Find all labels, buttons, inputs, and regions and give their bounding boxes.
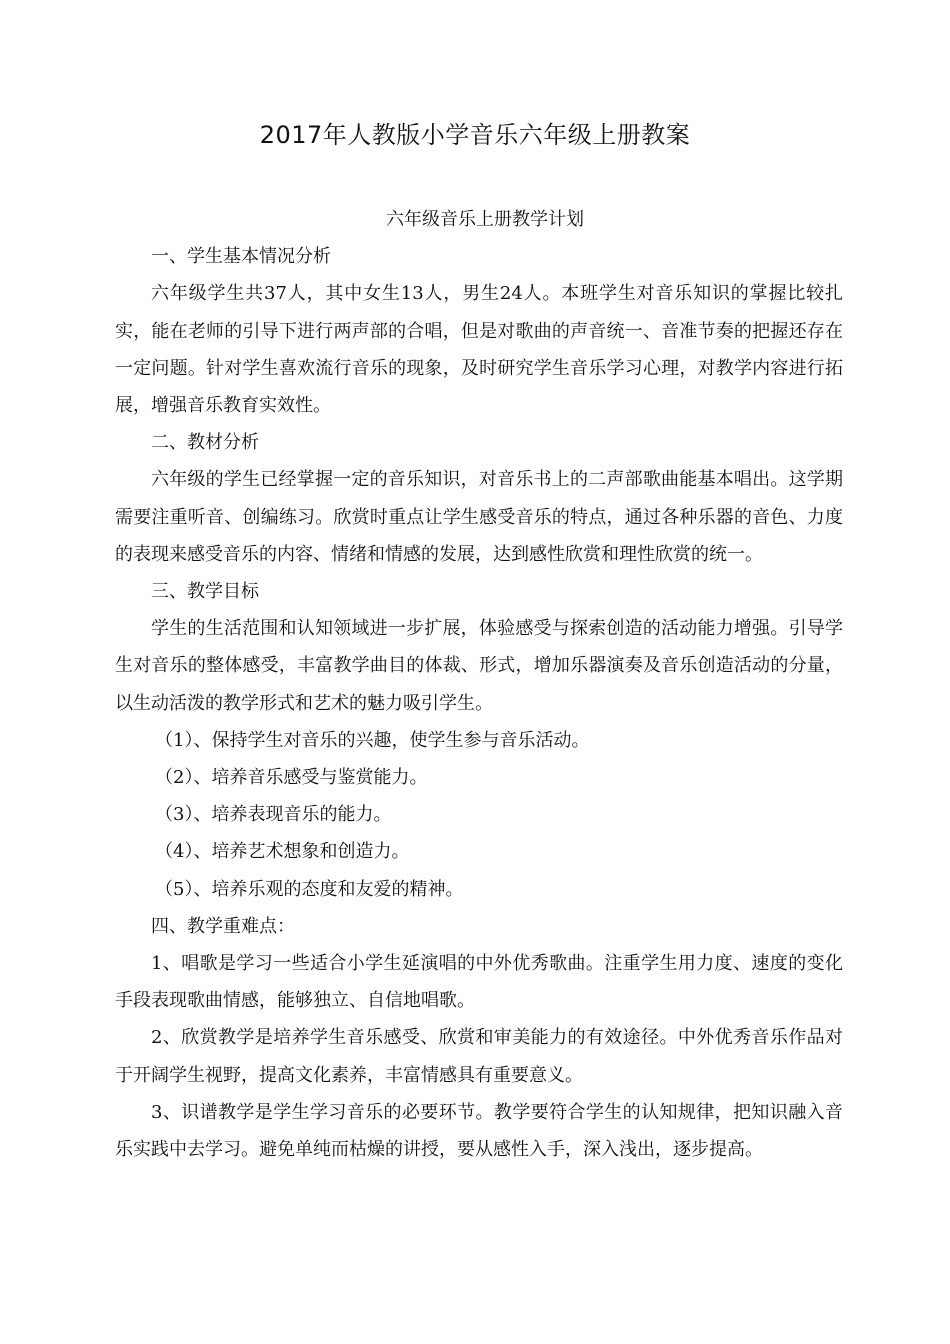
section-heading-student-analysis: 一、学生基本情况分析 xyxy=(151,246,331,268)
goal-item-4: （4）、培养艺术想象和创造力。 xyxy=(155,841,410,863)
goal-item-3: （3）、培养表现音乐的能力。 xyxy=(155,804,392,826)
paragraph-key-point-2: 2、欣赏教学是培养学生音乐感受、欣赏和审美能力的有效途径。中外优秀音乐作品对于开阔学生视野，提高文化素养，丰富情感具有重要意义。 xyxy=(115,1027,843,1086)
goal-item-5: （5）、培养乐观的态度和友爱的精神。 xyxy=(155,878,464,900)
section-heading-key-points: 四、教学重难点： xyxy=(151,915,295,937)
plan-subtitle: 六年级音乐上册教学计划 xyxy=(386,209,584,230)
paragraph-key-point-3: 3、识谱教学是学生学习音乐的必要环节。教学要符合学生的认知规律，把知识融入音乐实践中去学习。避免单纯而枯燥的讲授，要从感性入手，深入浅出，逐步提高。 xyxy=(115,1101,843,1161)
section-heading-textbook-analysis: 二、教材分析 xyxy=(151,432,259,454)
paragraph-textbook-analysis: 六年级的学生已经掌握一定的音乐知识，对音乐书上的二声部歌曲能基本唱出。这学期需要注重听音、创编练习。欣赏时重点让学生感受音乐的特点，通过各种乐器的音色、力度的表现来感受音乐的内容、情绪和情感的发展，达到感性欣赏和理性欣赏的统一。 xyxy=(115,469,843,565)
paragraph-student-analysis: 六年级学生共37人，其中女生13人，男生24人。本班学生对音乐知识的掌握比较扎实，能在老师的引导下进行两声部的合唱，但是对歌曲的声音统一、音准节奏的把握还存在一定问题。针对学生喜欢流行音乐的现象，及时研究学生音乐学习心理，对教学内容进行拓展，增强音乐教育实效性。 xyxy=(115,283,843,417)
document-body xyxy=(115,201,843,1168)
goal-item-1: （1）、保持学生对音乐的兴趣，使学生参与音乐活动。 xyxy=(155,729,590,751)
goal-item-2: （2）、培养音乐感受与鉴赏能力。 xyxy=(155,767,428,789)
document-title: 2017年人教版小学音乐六年级上册教案 xyxy=(259,121,691,149)
paragraph-key-point-1: 1、唱歌是学习一些适合小学生延演唱的中外优秀歌曲。注重学生用力度、速度的变化手段表现歌曲情感，能够独立、自信地唱歌。 xyxy=(115,953,843,1012)
paragraph-teaching-goals: 学生的生活范围和认知领域进一步扩展，体验感受与探索创造的活动能力增强。引导学生对音乐的整体感受，丰富教学曲目的体裁、形式，增加乐器演奏及音乐创造活动的分量，以生动活泼的教学形式和艺术的魅力吸引学生。 xyxy=(115,618,843,714)
section-heading-teaching-goals: 三、教学目标 xyxy=(151,581,259,603)
